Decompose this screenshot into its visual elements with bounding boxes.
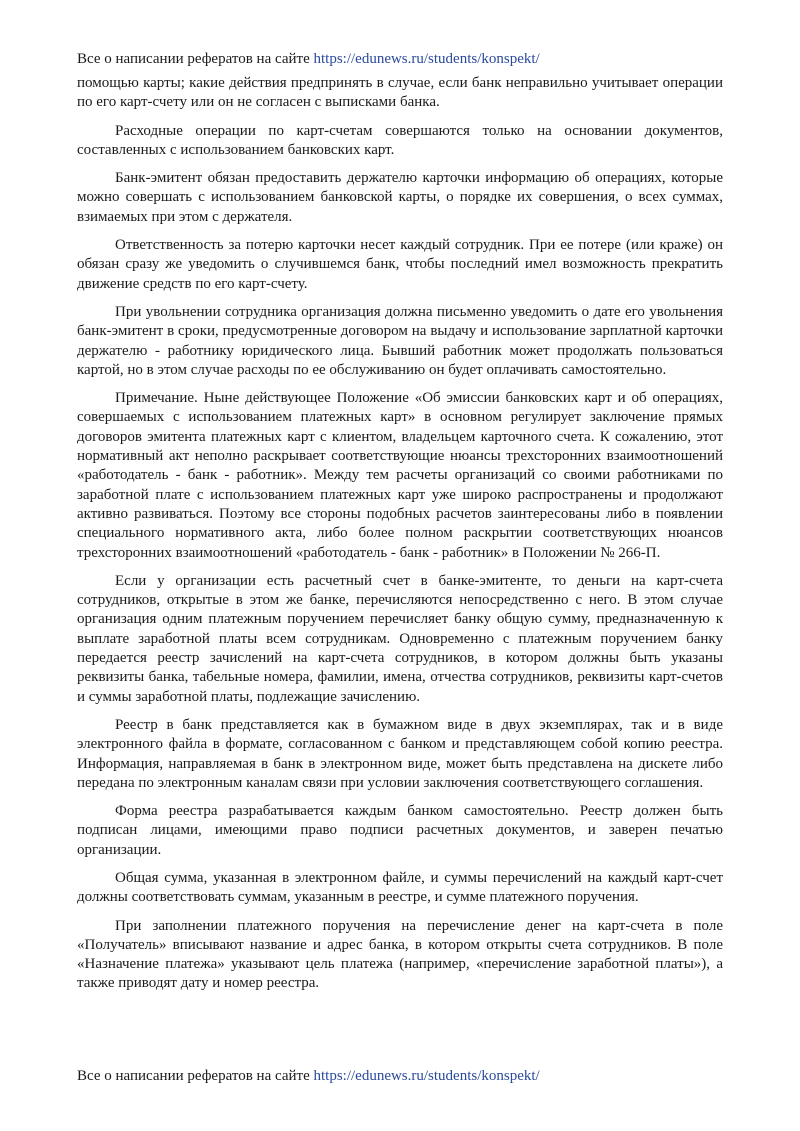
paragraph-settlement-account: Если у организации есть расчетный счет в банке-эмитенте, то деньги на карт-счета сотрудников, открытые в этом же банке, перечисляются непосредственно с него. В этом случае организация одним платежным поручением перечисляет банку общую сумму, предназначенную к выплате заработной платы всем сотрудникам. Одновременно с платежным поручением банку передается реестр зачислений на карт-счета сотрудников, в котором должны быть указаны реквизиты банка, табельные номера, фамилии, имена, отчества сотрудников, реквизиты карт-счетов и суммы заработной платы, подлежащие зачислению. [77,572,723,705]
paragraph-payment-order: При заполнении платежного поручения на перечисление денег на карт-счета в поле «Получатель» вписывают название и адрес банка, в котором открыты счета сотрудников. В поле «Назначение платежа» указывают цель платежа (например, «перечисление заработной платы»), а также приводят дату и номер реестра. [77,917,723,992]
page-header [77,50,540,69]
paragraph-total-sum: Общая сумма, указанная в электронном файле, и суммы перечислений на каждый карт-счет должны соответствовать суммам, указанным в реестре, и сумме платежного поручения. [77,869,723,906]
header-site-link[interactable]: https://edunews.ru/students/konspekt/ [313,51,540,67]
paragraph-card-loss: Ответственность за потерю карточки несет каждый сотрудник. При ее потере (или краже) он обязан сразу же уведомить о случившемся банк, чтобы последний имел возможность прекратить движение средств по его карт-счету. [77,237,723,292]
paragraph-issuer-obligations: Банк-эмитент обязан предоставить держателю карточки информацию об операциях, которые можно совершать с использованием банковской карты, о порядке их совершения, о всех суммах, взимаемых при этом с держателя. [77,170,723,225]
paragraph-registry-submission: Реестр в банк представляется как в бумажном виде в двух экземплярах, так и в виде электронного файла в формате, согласованном с банком и представляющем собой копию реестра. Информация, направляемая в банк в электронном виде, может быть представлена на дискете либо передана по электронным каналам связи при условии заключения соответствующего соглашения. [77,716,723,791]
paragraph-continuation: помощью карты; какие действия предпринять в случае, если банк неправильно учитывает операции по его карт-счету или он не согласен с выписками банка. [77,75,723,111]
document-page [77,0,723,1131]
page-footer [77,1067,540,1086]
paragraph-dismissal: При увольнении сотрудника организация должна письменно уведомить о дате его увольнения банк-эмитент в сроки, предусмотренные договором на выдачу и использование зарплатной карточки держателю - работнику юридического лица. Бывший работник может продолжать пользоваться картой, но в этом случае расходы по ее обслуживанию он будет оплачивать самостоятельно. [77,303,723,378]
footer-site-link[interactable]: https://edunews.ru/students/konspekt/ [313,1068,540,1084]
paragraph-note: Примечание. Ныне действующее Положение «Об эмиссии банковских карт и об операциях, совершаемых с использованием платежных карт» в основном регулирует заключение прямых договоров эмитента платежных карт с клиентом, владельцем карточного счета. К сожалению, этот нормативный акт неполно раскрывает соответствующие нюансы трехсторонних взаимоотношений «работодатель - банк - работник». Между тем расчеты организаций со своими работниками по заработной плате с использованием платежных карт уже широко распространены и продолжают активно развиваться. Поэтому все стороны подобных расчетов заинтересованы либо в появлении специального нормативного акта, либо более полном раскрытии соответствующих нюансов трехсторонних взаимоотношений «работодатель - банк - работник» в Положении № 266-П. [77,390,723,561]
paragraph-registry-form: Форма реестра разрабатывается каждым банком самостоятельно. Реестр должен быть подписан лицами, имеющими право подписи расчетных документов, и заверен печатью организации. [77,803,723,858]
paragraph-expense-operations: Расходные операции по карт-счетам совершаются только на основании документов, составленных с использованием банковских карт. [77,122,723,158]
footer-text: Все о написании рефератов на сайте [77,1068,314,1084]
header-text: Все о написании рефератов на сайте [77,51,314,67]
document-body [77,74,723,1003]
